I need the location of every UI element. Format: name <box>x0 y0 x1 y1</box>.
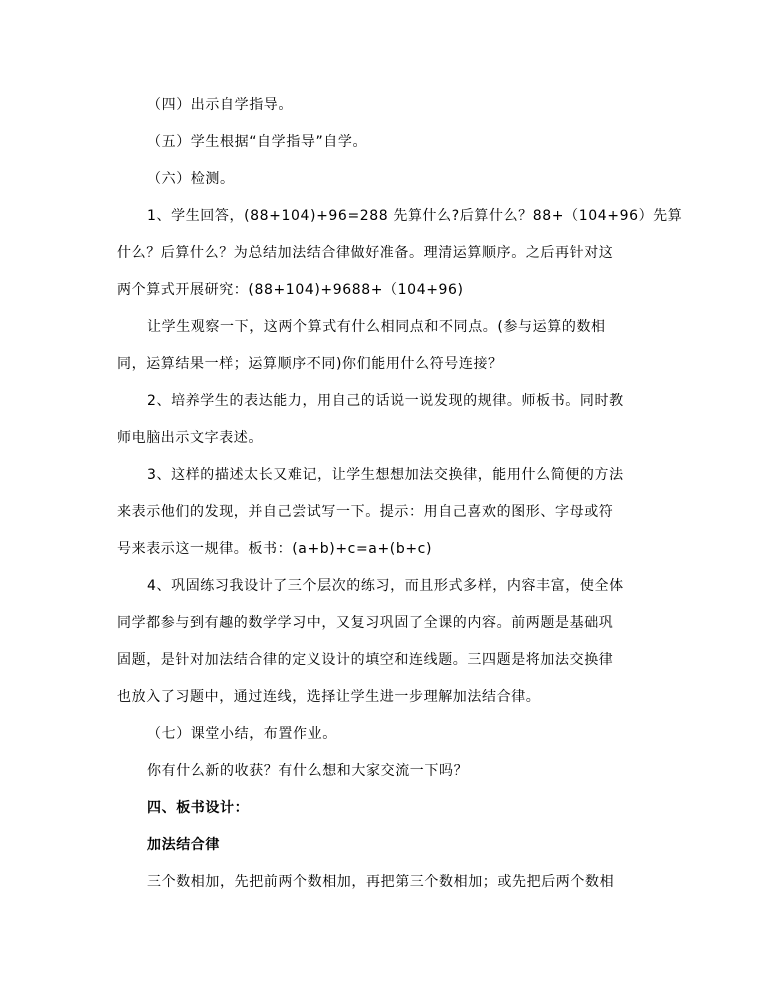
paragraph-line: 三个数相加，先把前两个数相加，再把第三个数相加；或先把后两个数相 <box>147 874 615 890</box>
paragraph-line: 3、这样的描述太长又难记，让学生想想加法交换律，能用什么简便的方法 <box>147 467 624 483</box>
section-six-heading: （六）检测。 <box>147 171 235 187</box>
section-seven-heading: （七）课堂小结，布置作业。 <box>147 726 337 742</box>
paragraph-line: 1、学生回答，(88+104)+96=288 先算什么?后算什么？88+（104+96）先算 <box>147 208 683 224</box>
paragraph-line: 固题，是针对加法结合律的定义设计的填空和连线题。三四题是将加法交换律 <box>117 652 614 668</box>
paragraph-line: 同，运算结果一样；运算顺序不同)你们能用什么符号连接？ <box>117 356 503 372</box>
paragraph-line: 让学生观察一下，这两个算式有什么相同点和不同点。(参与运算的数相 <box>147 319 606 335</box>
paragraph-line: 4、巩固练习我设计了三个层次的练习，而且形式多样，内容丰富，使全体 <box>147 578 624 594</box>
paragraph-line: 同学都参与到有趣的数学学习中，又复习巩固了全课的内容。前两题是基础巩 <box>117 615 614 631</box>
paragraph-line: 两个算式开展研究：(88+104)+9688+（104+96) <box>117 282 464 298</box>
paragraph-line: 师电脑出示文字表述。 <box>117 430 263 446</box>
board-title: 加法结合律 <box>147 837 220 853</box>
section-four-heading: （四）出示自学指导。 <box>147 97 293 113</box>
paragraph-line: 也放入了习题中，通过连线，选择让学生进一步理解加法结合律。 <box>117 689 541 705</box>
paragraph-line: 什么？后算什么？为总结加法结合律做好准备。理清运算顺序。之后再针对这 <box>117 245 614 261</box>
paragraph-line: 2、培养学生的表达能力，用自己的话说一说发现的规律。师板书。同时教 <box>147 393 624 409</box>
paragraph-line: 你有什么新的收获？有什么想和大家交流一下吗？ <box>147 763 469 779</box>
paragraph-line: 来表示他们的发现，并自己尝试写一下。提示：用自己喜欢的图形、字母或符 <box>117 504 614 520</box>
paragraph-line: 号来表示这一规律。板书：(a+b)+c=a+(b+c) <box>117 541 433 557</box>
board-design-heading: 四、板书设计： <box>147 800 250 816</box>
section-five-heading: （五）学生根据“自学指导”自学。 <box>147 134 368 150</box>
